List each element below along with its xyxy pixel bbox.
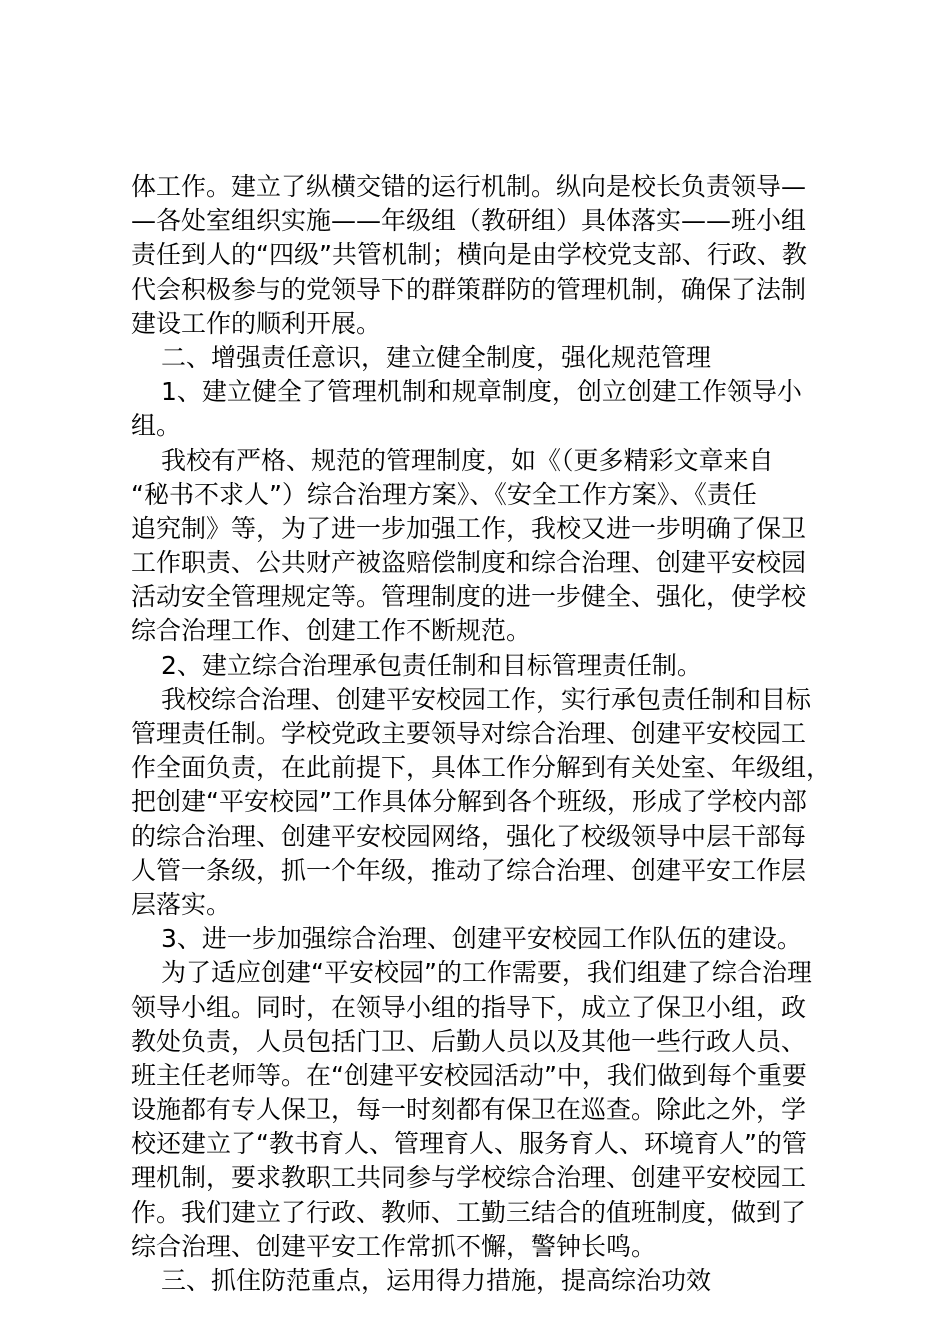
text-line: 工作职责、公共财产被盗赔偿制度和综合治理、创建平安校园 <box>131 548 807 578</box>
text-line: 把创建“平安校园”工作具体分解到各个班级，形成了学校内部 <box>131 787 807 817</box>
text-line: 作全面负责，在此前提下，具体工作分解到有关处室、年级组， <box>131 753 832 783</box>
text-line: 1、建立健全了管理机制和规章制度，创立创建工作领导小 <box>161 377 802 407</box>
text-line: 人管一条级，抓一个年级，推动了综合治理、创建平安工作层 <box>131 855 807 885</box>
text-line: 综合治理工作、创建工作不断规范。 <box>131 616 532 646</box>
text-line: 组。 <box>131 411 182 441</box>
text-line: 追究制》等，为了进一步加强工作，我校又进一步明确了保卫 <box>131 513 807 543</box>
text-line: 二、增强责任意识，建立健全制度，强化规范管理 <box>161 342 712 372</box>
text-line: 我校综合治理、创建平安校园工作，实行承包责任制和目标 <box>161 684 812 714</box>
document-body <box>131 170 831 1298</box>
text-line: 综合治理、创建平安工作常抓不懈，警钟长鸣。 <box>131 1231 657 1261</box>
text-line: 层落实。 <box>131 889 232 919</box>
text-line: 2、建立综合治理承包责任制和目标管理责任制。 <box>161 650 702 680</box>
text-line: 3、进一步加强综合治理、创建平安校园工作队伍的建设。 <box>161 924 802 954</box>
text-line: 体工作。建立了纵横交错的运行机制。纵向是校长负责领导— <box>131 172 807 201</box>
text-line: 管理责任制。学校党政主要领导对综合治理、创建平安校园工 <box>131 719 807 748</box>
text-line: 理机制，要求教职工共同参与学校综合治理、创建平安校园工 <box>131 1163 807 1193</box>
text-line: —各处室组织实施——年级组（教研组）具体落实——班小组 <box>131 206 807 236</box>
text-line: “秘书不求人”）综合治理方案》、《安全工作方案》、《责任 <box>131 479 757 509</box>
text-line: 代会积极参与的党领导下的群策群防的管理机制，确保了法制 <box>131 274 807 304</box>
text-line: 为了适应创建“平安校园”的工作需要，我们组建了综合治理 <box>161 958 812 988</box>
text-line: 领导小组。同时，在领导小组的指导下，成立了保卫小组，政 <box>131 992 807 1022</box>
text-line: 三、抓住防范重点，运用得力措施，提高综治功效 <box>161 1266 712 1295</box>
text-line: 设施都有专人保卫，每一时刻都有保卫在巡查。除此之外，学 <box>131 1095 807 1125</box>
text-line: 我校有严格、规范的管理制度，如《（更多精彩文章来自 <box>161 445 774 475</box>
text-line: 教处负责，人员包括门卫、后勤人员以及其他一些行政人员、 <box>131 1026 807 1056</box>
text-line: 校还建立了“教书育人、管理育人、服务育人、环境育人”的管 <box>131 1129 807 1159</box>
text-line: 建设工作的顺利开展。 <box>131 308 382 338</box>
text-line: 责任到人的“四级”共管机制；横向是由学校党支部、行政、教 <box>131 240 807 270</box>
text-line: 活动安全管理规定等。管理制度的进一步健全、强化，使学校 <box>131 582 807 612</box>
text-line: 作。我们建立了行政、教师、工勤三结合的值班制度，做到了 <box>131 1197 807 1227</box>
text-line: 的综合治理、创建平安校园网络，强化了校级领导中层干部每 <box>131 821 807 851</box>
text-line: 班主任老师等。在“创建平安校园活动”中，我们做到每个重要 <box>131 1060 807 1090</box>
